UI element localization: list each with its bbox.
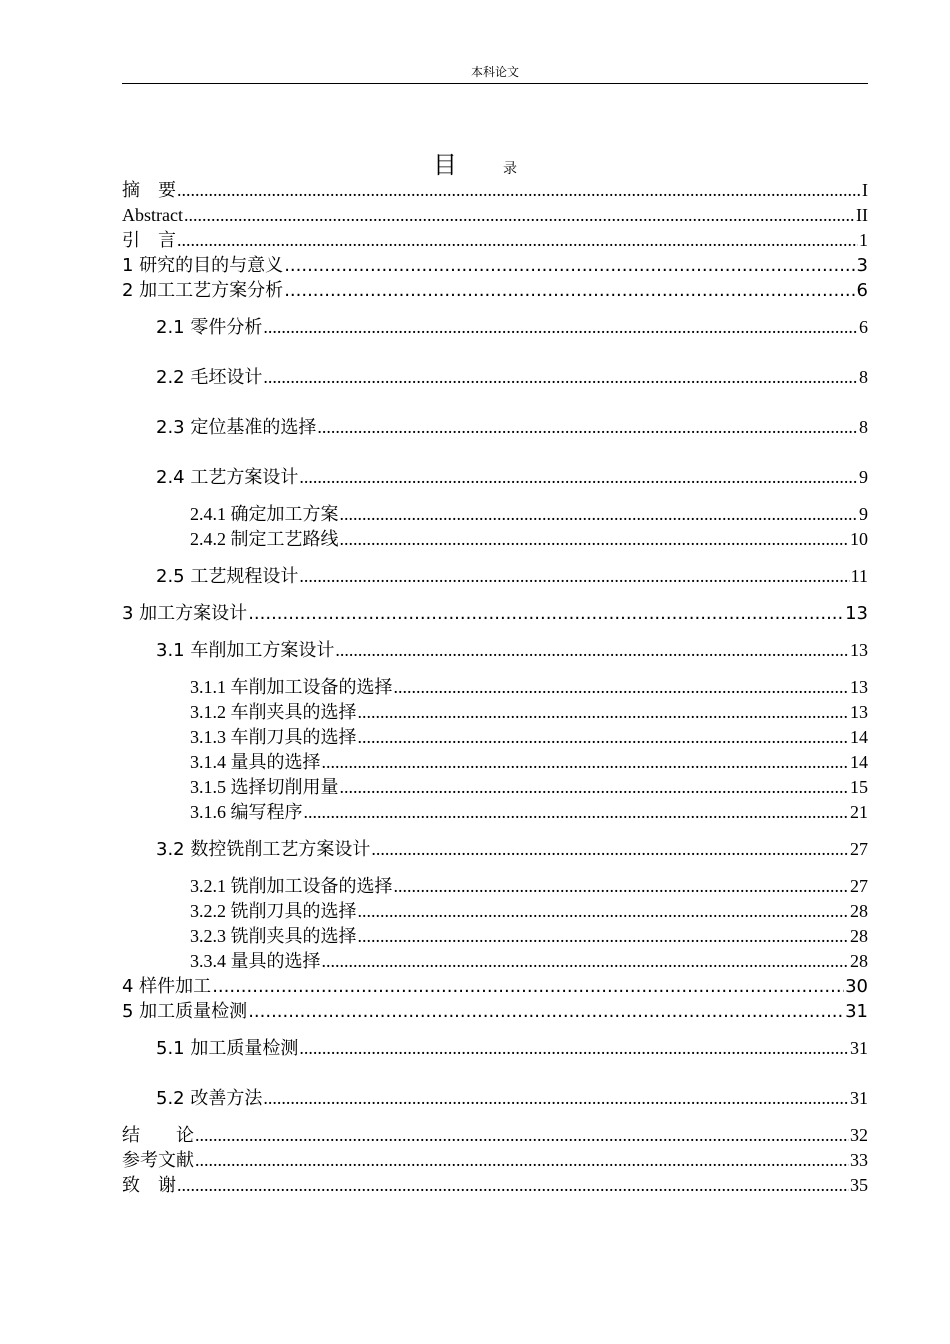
toc-entry-label: 3.1.4 量具的选择	[190, 752, 321, 772]
toc-leader	[195, 1123, 849, 1148]
toc-entry-page: 28	[850, 951, 868, 971]
toc-entry-page: 31	[850, 1088, 868, 1108]
toc-entry-label: 3.2.3 铣削夹具的选择	[190, 926, 357, 946]
header-rule	[122, 83, 868, 84]
toc-leader	[340, 527, 850, 552]
toc-entry-label: 3.2.1 铣削加工设备的选择	[190, 876, 393, 896]
toc-entry-page: 8	[859, 417, 868, 437]
toc-leader	[394, 675, 850, 700]
toc-entry[interactable]	[122, 315, 868, 340]
toc-entry-page: 31	[850, 1038, 868, 1058]
toc-entry-label: 参考文献	[122, 1150, 194, 1170]
toc-leader	[317, 415, 858, 440]
toc-entry-label: 2.5 工艺规程设计	[156, 566, 299, 587]
toc-entry-label: 4 样件加工	[122, 976, 212, 997]
toc-entry-label: 3.1 车削加工方案设计	[156, 640, 335, 661]
toc-entry-label: 结 论	[122, 1125, 194, 1145]
toc-entry-label: 2 加工工艺方案分析	[122, 280, 284, 301]
toc-leader	[299, 564, 849, 589]
toc-leader	[335, 638, 849, 663]
toc-leader	[212, 974, 844, 999]
toc-entry-page: 9	[859, 467, 868, 487]
toc-entry-label: 5.2 改善方法	[156, 1088, 263, 1109]
toc-entry-page: 31	[845, 1001, 868, 1022]
toc-entry-page: 27	[850, 839, 868, 859]
toc-leader	[263, 315, 858, 340]
toc-entry[interactable]	[122, 700, 868, 725]
toc-entry-label: 3.1.5 选择切削用量	[190, 777, 339, 797]
toc-leader	[248, 999, 844, 1024]
toc-entry[interactable]	[122, 415, 868, 440]
toc-leader	[371, 837, 849, 862]
toc-entry-label: 2.4 工艺方案设计	[156, 467, 299, 488]
toc-entry-page: 33	[850, 1150, 868, 1170]
toc-entry[interactable]	[122, 1086, 868, 1111]
toc-leader	[340, 502, 859, 527]
toc-leader	[322, 750, 850, 775]
toc-entry-page: 13	[850, 702, 868, 722]
toc-entry-page: 9	[859, 504, 868, 524]
toc-entry-page: 21	[850, 802, 868, 822]
toc-leader	[358, 924, 850, 949]
toc-entry[interactable]	[122, 725, 868, 750]
toc-entry-label: Abstract	[122, 205, 183, 225]
toc-leader	[340, 775, 850, 800]
toc-entry-page: 28	[850, 901, 868, 921]
toc-entry-page: 15	[850, 777, 868, 797]
toc-entry-label: 3.2.2 铣削刀具的选择	[190, 901, 357, 921]
toc-entry-label: 3.3.4 量具的选择	[190, 951, 321, 971]
table-of-contents	[122, 178, 868, 1198]
toc-entry-label: 3.1.3 车削刀具的选择	[190, 727, 357, 747]
toc-entry-label: 2.4.1 确定加工方案	[190, 504, 339, 524]
toc-entry-page: 8	[859, 367, 868, 387]
toc-title-suffix: 录	[503, 161, 517, 177]
toc-leader	[284, 278, 855, 303]
toc-entry[interactable]	[122, 924, 868, 949]
toc-leader	[263, 365, 858, 390]
toc-entry-label: 5 加工质量检测	[122, 1001, 248, 1022]
toc-entry-label: 2.1 零件分析	[156, 317, 263, 338]
toc-entry[interactable]	[122, 203, 868, 228]
toc-leader	[394, 874, 850, 899]
toc-entry-page: 10	[850, 529, 868, 549]
toc-entry-page: 28	[850, 926, 868, 946]
toc-leader	[299, 1036, 849, 1061]
toc-entry-label: 摘 要	[122, 180, 176, 200]
toc-leader	[248, 601, 844, 626]
toc-entry[interactable]	[122, 874, 868, 899]
toc-leader	[177, 228, 858, 253]
toc-entry[interactable]	[122, 1123, 868, 1148]
toc-entry-page: 35	[850, 1175, 868, 1195]
toc-entry-page: 1	[859, 230, 868, 250]
toc-entry[interactable]	[122, 253, 868, 278]
toc-entry[interactable]	[122, 564, 868, 589]
toc-entry[interactable]	[122, 638, 868, 663]
toc-entry[interactable]	[122, 1148, 868, 1173]
toc-entry[interactable]	[122, 178, 868, 203]
toc-leader	[177, 1173, 849, 1198]
toc-entry-page: I	[862, 180, 868, 200]
toc-leader	[195, 1148, 849, 1173]
toc-entry-label: 3.2 数控铣削工艺方案设计	[156, 839, 371, 860]
toc-entry-page: II	[856, 205, 868, 225]
toc-entry-page: 11	[850, 566, 868, 586]
toc-entry[interactable]	[122, 750, 868, 775]
toc-entry-label: 2.2 毛坯设计	[156, 367, 263, 388]
toc-entry-label: 致 谢	[122, 1175, 176, 1195]
toc-entry[interactable]	[122, 949, 868, 974]
toc-entry[interactable]	[122, 601, 868, 626]
toc-title-main: 目	[433, 151, 457, 179]
toc-entry-page: 6	[856, 280, 868, 301]
toc-entry[interactable]	[122, 365, 868, 390]
toc-entry[interactable]	[122, 278, 868, 303]
toc-entry-page: 13	[850, 677, 868, 697]
toc-leader	[358, 725, 850, 750]
toc-entry-label: 5.1 加工质量检测	[156, 1038, 299, 1059]
toc-entry[interactable]	[122, 465, 868, 490]
toc-entry[interactable]	[122, 527, 868, 552]
toc-leader	[304, 800, 850, 825]
toc-entry[interactable]	[122, 899, 868, 924]
toc-leader	[177, 178, 861, 203]
toc-entry-label: 3.1.2 车削夹具的选择	[190, 702, 357, 722]
toc-entry-page: 13	[850, 640, 868, 660]
toc-entry-label: 引 言	[122, 230, 176, 250]
toc-entry-label: 3.1.6 编写程序	[190, 802, 303, 822]
toc-leader	[358, 899, 850, 924]
toc-leader	[184, 203, 855, 228]
toc-entry[interactable]	[122, 502, 868, 527]
toc-leader	[358, 700, 850, 725]
toc-entry[interactable]	[122, 999, 868, 1024]
toc-entry[interactable]	[122, 800, 868, 825]
toc-entry-page: 27	[850, 876, 868, 896]
toc-entry-page: 32	[850, 1125, 868, 1145]
toc-entry-label: 3 加工方案设计	[122, 603, 248, 624]
toc-leader	[322, 949, 850, 974]
toc-entry-page: 6	[859, 317, 868, 337]
toc-entry[interactable]	[122, 974, 868, 999]
toc-entry-label: 1 研究的目的与意义	[122, 255, 284, 276]
toc-entry-page: 3	[856, 255, 868, 276]
toc-entry[interactable]	[122, 675, 868, 700]
toc-entry[interactable]	[122, 837, 868, 862]
toc-entry-label: 3.1.1 车削加工设备的选择	[190, 677, 393, 697]
toc-title	[0, 145, 950, 180]
page-header: 本科论文	[470, 65, 519, 79]
toc-entry-page: 13	[845, 603, 868, 624]
toc-entry[interactable]	[122, 1173, 868, 1198]
toc-entry-label: 2.3 定位基准的选择	[156, 417, 317, 438]
toc-leader	[299, 465, 858, 490]
toc-leader	[263, 1086, 849, 1111]
toc-entry[interactable]	[122, 228, 868, 253]
toc-entry[interactable]	[122, 1036, 868, 1061]
toc-entry-label: 2.4.2 制定工艺路线	[190, 529, 339, 549]
toc-leader	[284, 253, 855, 278]
toc-entry-page: 14	[850, 752, 868, 772]
toc-entry-page: 14	[850, 727, 868, 747]
toc-entry-page: 30	[845, 976, 868, 997]
toc-entry[interactable]	[122, 775, 868, 800]
